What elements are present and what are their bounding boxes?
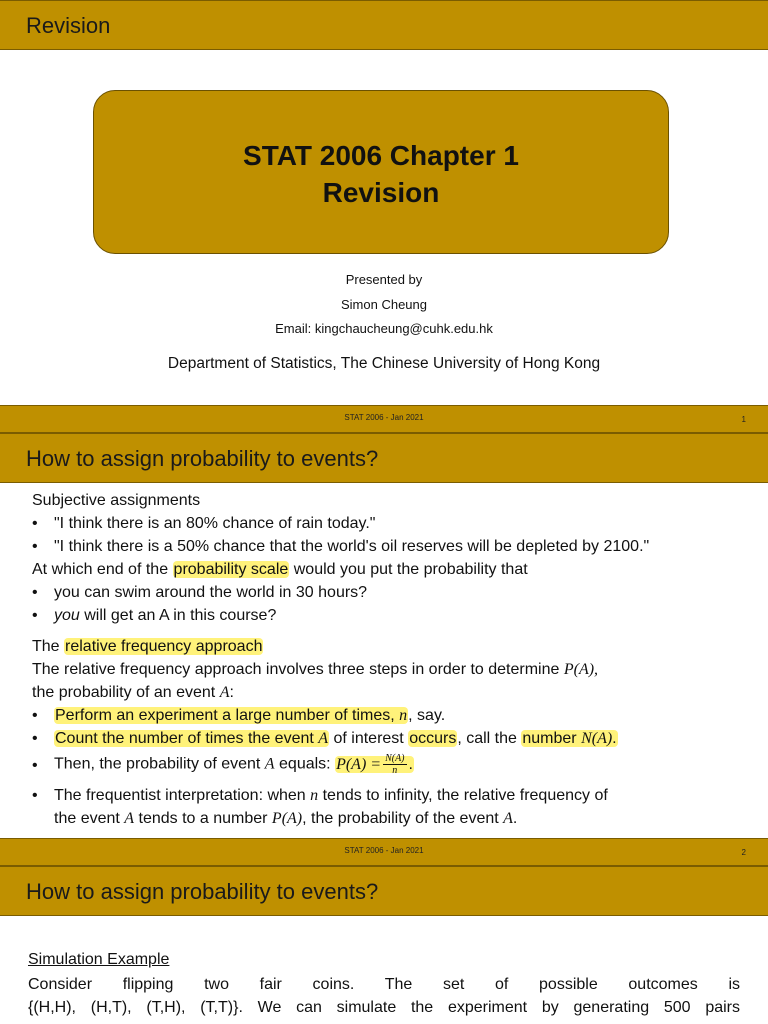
slide3-header-title: How to assign probability to events? bbox=[26, 879, 379, 904]
highlight: occurs bbox=[409, 730, 457, 747]
simulation-line1: Consider flipping two fair coins. The set of possible outcomes is bbox=[28, 976, 740, 993]
highlight: Perform an experiment a large number of times, n bbox=[55, 707, 408, 724]
relative-frequency-desc: The relative frequency approach involves three steps in order to determine P(A), bbox=[32, 661, 599, 678]
presented-by: Presented by bbox=[345, 272, 423, 287]
slide2-page-number: 2 bbox=[741, 848, 746, 857]
presenter-name: Simon Cheung bbox=[341, 297, 427, 312]
bullet-icon: • bbox=[32, 515, 38, 532]
subjective-title: Subjective assignments bbox=[32, 492, 201, 509]
fraction: $\frac{N(A)}{n}$ bbox=[385, 753, 405, 776]
slide1-page-number: 1 bbox=[741, 415, 746, 424]
slide1-header-bar bbox=[0, 0, 768, 50]
slide2-footer-text: STAT 2006 - Jan 2021 bbox=[344, 846, 424, 855]
presenter-email: Email: kingchaucheung@cuhk.edu.hk bbox=[275, 321, 493, 336]
slide1-header-title: Revision bbox=[26, 13, 111, 38]
highlight: probability scale bbox=[173, 561, 289, 578]
slide3-header-bar bbox=[0, 866, 768, 916]
simulation-title: Simulation Example bbox=[28, 951, 170, 968]
bullet-icon: • bbox=[32, 707, 38, 724]
bullet-icon: • bbox=[32, 607, 38, 624]
slide1-footer-text: STAT 2006 - Jan 2021 bbox=[344, 413, 424, 422]
relative-frequency-title: The relative frequency approach bbox=[32, 638, 263, 655]
slide2-header-bar bbox=[0, 433, 768, 483]
slide1-title-line2: Revision bbox=[322, 177, 440, 208]
bullet-icon: • bbox=[32, 538, 38, 555]
simulation-line2: {(H,H), (H,T), (T,H), (T,T)}. We can simulate the experiment by generating 500 pairs bbox=[28, 999, 740, 1016]
slide1-footer-bar bbox=[0, 405, 768, 433]
bullet-icon: • bbox=[32, 584, 38, 601]
highlight: Count the number of times the event A bbox=[55, 730, 329, 747]
highlight: number N(A). bbox=[522, 730, 617, 747]
slide2-footer-bar bbox=[0, 838, 768, 866]
bullet-icon: • bbox=[32, 757, 38, 774]
bullet-icon: • bbox=[32, 730, 38, 747]
highlight: relative frequency approach bbox=[65, 638, 263, 655]
scale-question: At which end of the probability scale would you put the probability that bbox=[32, 561, 528, 578]
slide2-header-title: How to assign probability to events? bbox=[26, 446, 379, 471]
department: Department of Statistics, The Chinese University of Hong Kong bbox=[167, 355, 601, 372]
relative-frequency-desc: the probability of an event A: bbox=[32, 684, 234, 701]
slide2-content: Subjective assignments • "I think there is an 80% chance of rain today." • "I think there is a 50% chance that the world's oil reserves will be depleted by 2100." At which end of the probability scale would you put the probability that • you can swim around the world in 30 hours? • you will get an A in this course? The relative frequency approach The relative frequency approach involves three steps in order to determine P(A), the probability of an event A: • Perform an experiment a large number of times, n, say. • Count the number of times the event A of interest occurs, call the number N(A). • Then, the probability of event A equals: P(A) = $\frac{N(A)}{n}$ . • The frequentist interpretation: when n tends to infinity, the relative frequency of the event A tends to a number P(A), the probability of the event A. bbox=[32, 492, 650, 827]
bullet-icon: • bbox=[32, 787, 38, 804]
slide1-title-line1: STAT 2006 Chapter 1 bbox=[243, 140, 519, 171]
slide1-title-box bbox=[93, 90, 669, 254]
formula-highlight: P(A) = $\frac{N(A)}{n}$ . bbox=[336, 753, 413, 776]
